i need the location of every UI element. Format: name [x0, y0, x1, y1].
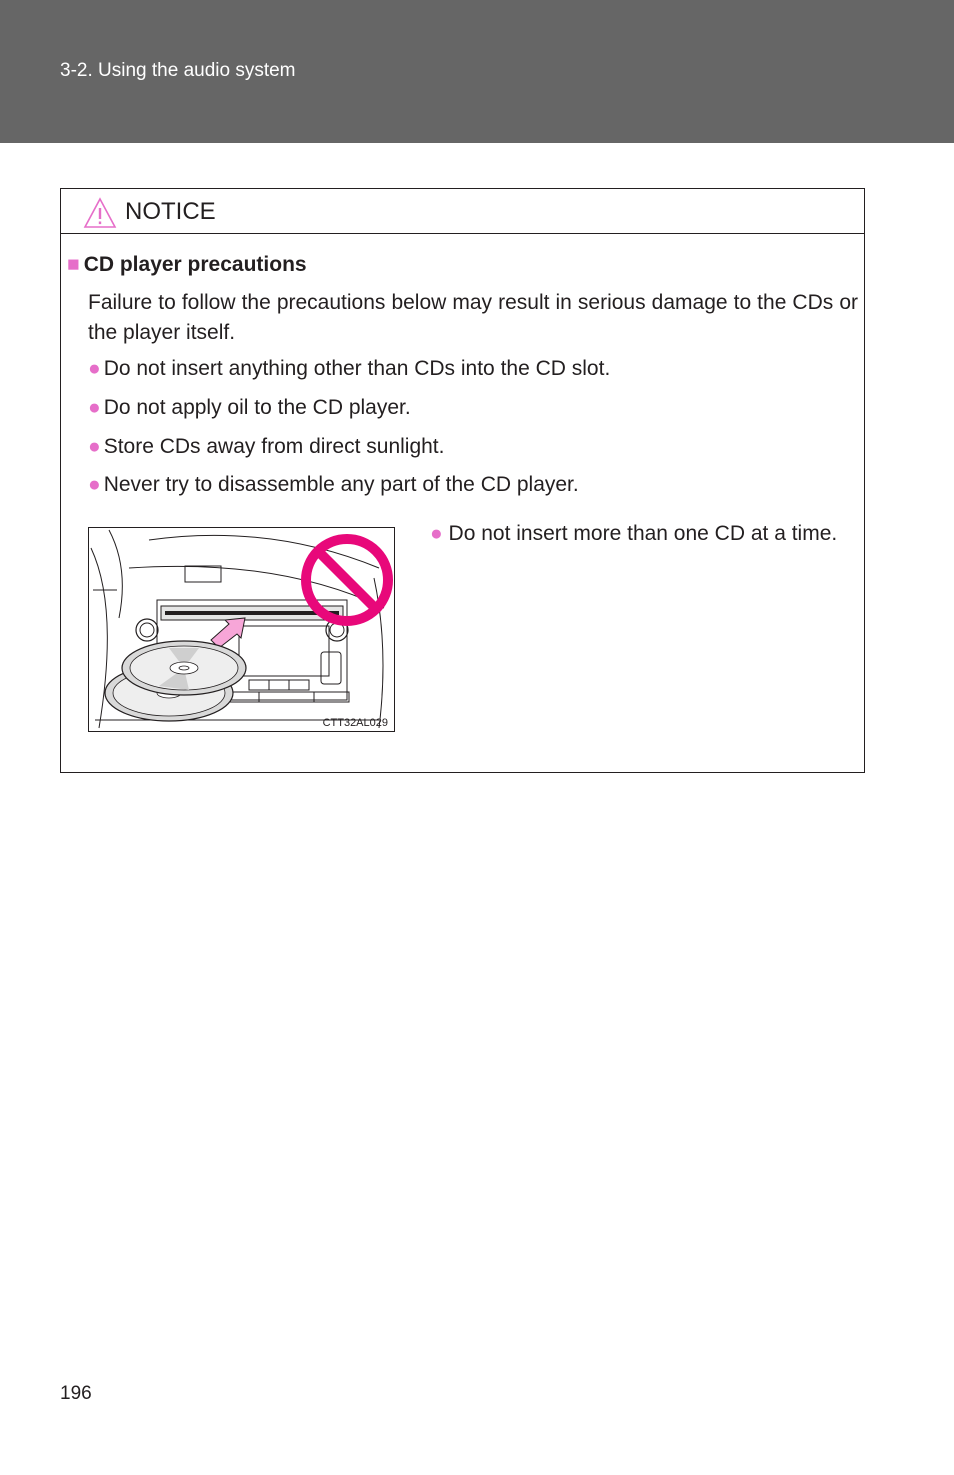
notice-box: [60, 188, 865, 773]
list-item: ● Do not insert more than one CD at a time.: [430, 522, 838, 545]
page-number: 196: [60, 1383, 92, 1404]
section-title: 3-2. Using the audio system: [60, 60, 296, 81]
warning-icon: [83, 197, 117, 229]
bullet-dot-icon: ●: [88, 435, 101, 458]
notice-heading: ■ CD player precautions: [67, 253, 307, 276]
notice-label: NOTICE: [125, 198, 216, 225]
bullet-dot-icon: ●: [88, 357, 101, 380]
square-bullet-icon: ■: [67, 253, 80, 276]
page-header: [0, 0, 954, 143]
list-item: ● Do not apply oil to the CD player.: [88, 396, 411, 419]
bullet-dot-icon: ●: [430, 522, 443, 545]
list-item: ● Never try to disassemble any part of the CD player.: [88, 473, 579, 496]
intro-text: Failure to follow the precautions below may result in serious damage to the CDs or the player itself.: [88, 291, 858, 344]
bullet-dot-icon: ●: [88, 396, 101, 419]
cd-player-illustration: [88, 527, 395, 732]
cd-insertion-drawing: [89, 528, 394, 731]
notice-header: [61, 189, 864, 234]
list-item: ● Store CDs away from direct sunlight.: [88, 435, 445, 458]
bullet-dot-icon: ●: [88, 473, 101, 496]
list-item: ● Do not insert anything other than CDs into the CD slot.: [88, 357, 611, 380]
illustration-code: CTT32AL029: [322, 717, 388, 729]
